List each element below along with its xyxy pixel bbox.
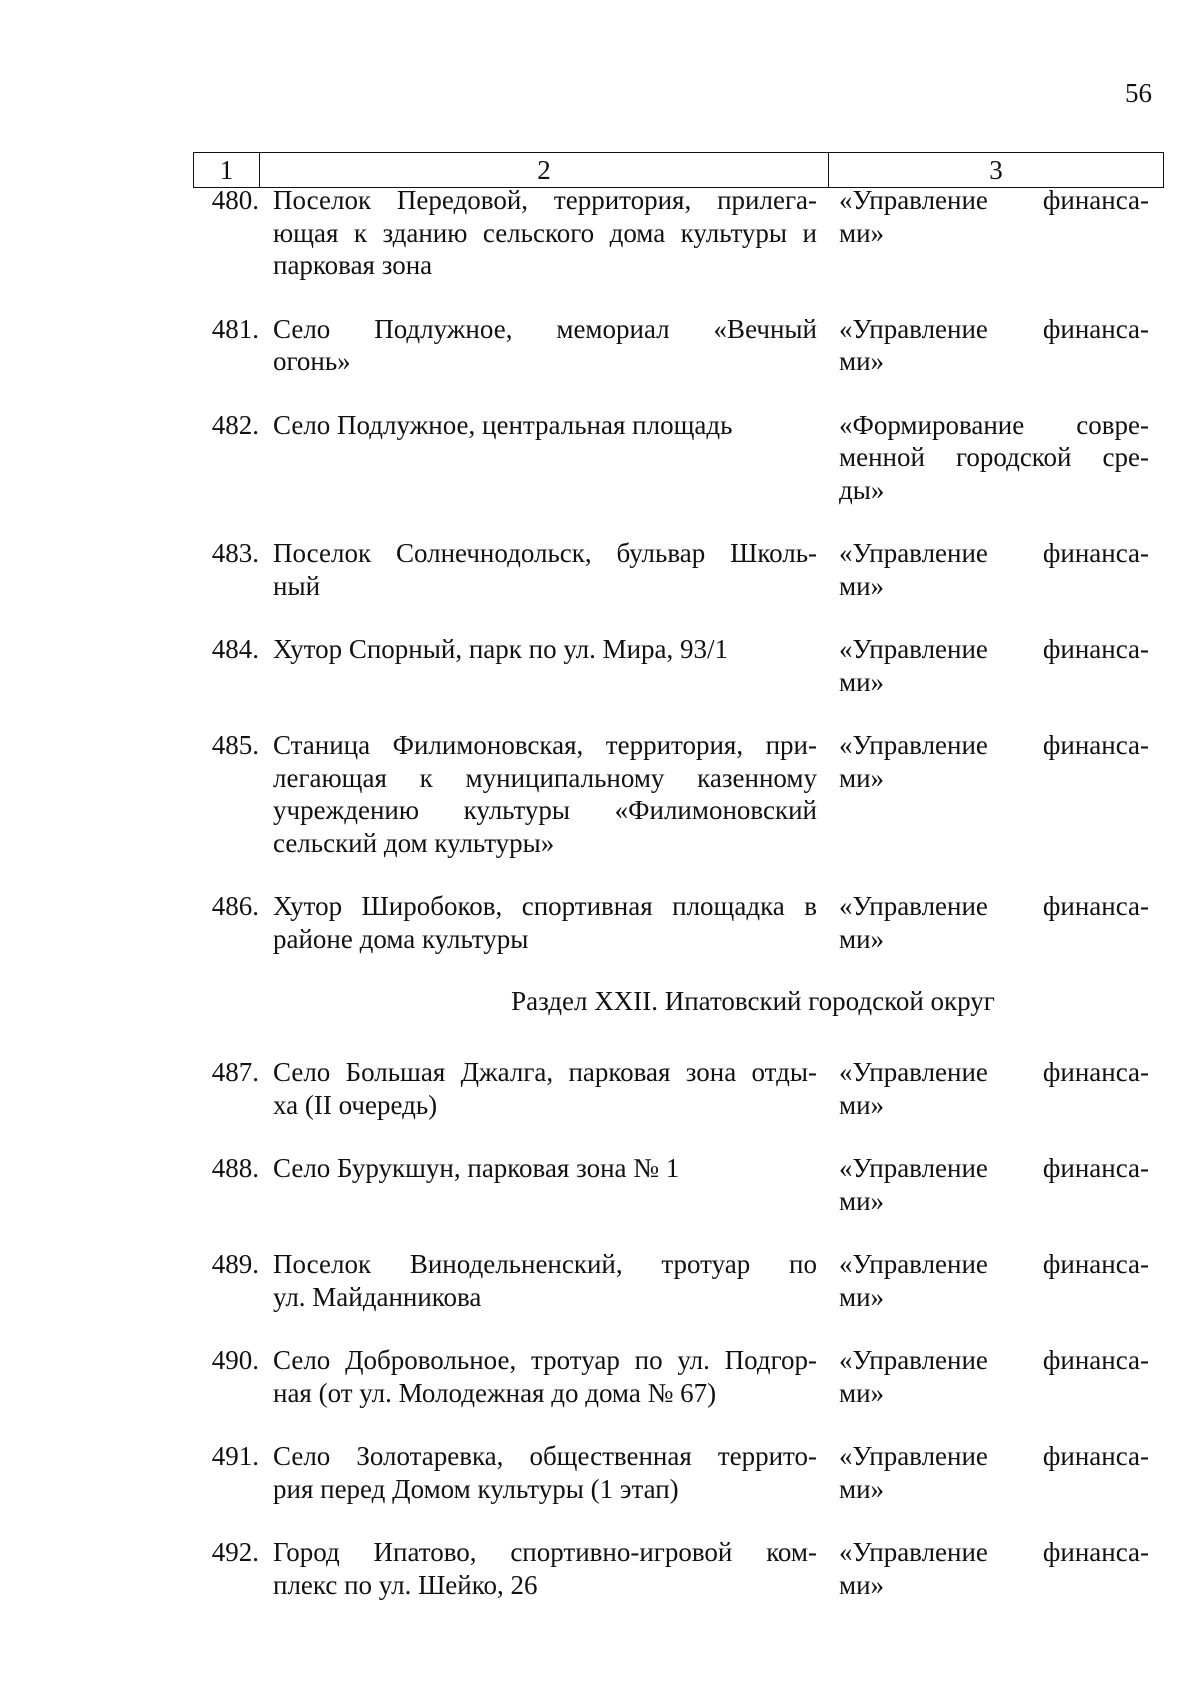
description-line: огонь» xyxy=(273,346,351,376)
rows-section-a xyxy=(193,184,1163,955)
program-line: «Управление финанса- xyxy=(839,1153,1149,1183)
program-line: «Управление финанса- xyxy=(839,1057,1149,1087)
program-line: «Управление финанса- xyxy=(839,891,1149,921)
row-description xyxy=(273,184,817,282)
row-description xyxy=(273,1440,817,1505)
row-number: 488. xyxy=(211,1153,259,1183)
table-row xyxy=(193,313,1163,378)
table-row xyxy=(193,890,1163,955)
program-line: ми» xyxy=(839,1569,885,1600)
program-line: ми» xyxy=(839,666,885,697)
column-header-table xyxy=(193,152,1164,188)
program-line: ми» xyxy=(839,570,885,601)
row-number: 492. xyxy=(211,1537,259,1567)
row-program xyxy=(839,633,1149,698)
row-program xyxy=(839,1152,1149,1217)
program-line: «Управление финанса- xyxy=(839,634,1149,664)
row-description xyxy=(273,1248,817,1313)
row-program xyxy=(839,1248,1149,1313)
program-line: менной городской сре- xyxy=(839,442,1149,472)
table-row xyxy=(193,537,1163,602)
rows-section-b xyxy=(193,1056,1163,1601)
program-line: «Формирование совре- xyxy=(839,409,1149,440)
description-line: Хутор Широбоков, спортивная площадка в xyxy=(273,891,817,921)
program-line: ми» xyxy=(839,1281,885,1312)
program-line: ми» xyxy=(839,1473,885,1504)
table-row xyxy=(193,633,1163,698)
program-line: ми» xyxy=(839,346,885,376)
row-description xyxy=(273,1344,817,1409)
row-number: 484. xyxy=(211,634,259,664)
program-line: ми» xyxy=(839,923,885,954)
description-line: Село Подлужное, центральная площадь xyxy=(273,409,733,440)
column-header-1: 1 xyxy=(194,153,260,188)
program-line: «Управление финанса- xyxy=(839,1441,1149,1471)
description-line: Станица Филимоновская, территория, при- xyxy=(273,730,817,760)
description-line: ющая к зданию сельского дома культуры и xyxy=(273,217,817,248)
table-row xyxy=(193,1440,1163,1505)
row-description xyxy=(273,890,817,955)
row-description xyxy=(273,537,817,602)
description-line: рия перед Домом культуры (1 этап) xyxy=(273,1473,679,1504)
row-number: 482. xyxy=(211,409,259,440)
row-description xyxy=(273,633,817,666)
program-line: ми» xyxy=(839,217,885,248)
row-number: 489. xyxy=(211,1249,259,1279)
description-line: парковая зона xyxy=(273,250,433,280)
row-program xyxy=(839,1056,1149,1121)
program-line: «Управление финанса- xyxy=(839,313,1149,344)
row-description xyxy=(273,1536,817,1601)
section-title: Раздел XXII. Ипатовский городской округ xyxy=(511,986,995,1016)
program-line: «Управление финанса- xyxy=(839,1249,1149,1279)
table-row xyxy=(193,729,1163,859)
row-number: 491. xyxy=(211,1441,259,1471)
table-row xyxy=(193,1056,1163,1121)
column-header-3: 3 xyxy=(829,153,1164,188)
table-row xyxy=(193,1344,1163,1409)
row-program xyxy=(839,184,1149,249)
description-line: Село Бурукшун, парковая зона № 1 xyxy=(273,1153,680,1183)
program-line: «Управление финанса- xyxy=(839,185,1149,215)
row-number: 486. xyxy=(211,891,259,921)
description-line: ул. Майданникова xyxy=(273,1281,482,1312)
row-program xyxy=(839,729,1149,794)
row-program xyxy=(839,1536,1149,1601)
description-line: ный xyxy=(273,570,321,601)
row-description xyxy=(273,729,817,859)
row-number: 490. xyxy=(211,1345,259,1375)
description-line: Село Золотаревка, общественная террито- xyxy=(273,1441,817,1471)
description-line: Поселок Винодельненский, тротуар по xyxy=(273,1249,817,1279)
table-row xyxy=(193,409,1163,507)
description-line: сельский дом культуры» xyxy=(273,827,555,858)
column-header-row xyxy=(194,153,1164,188)
row-program xyxy=(839,537,1149,602)
program-line: ми» xyxy=(839,1185,885,1216)
row-description xyxy=(273,313,817,378)
column-header-2: 2 xyxy=(260,153,829,188)
description-line: Село Добровольное, тротуар по ул. Подгор- xyxy=(273,1345,817,1375)
row-description xyxy=(273,409,817,442)
description-line: Поселок Передовой, территория, прилега- xyxy=(273,185,817,215)
row-program xyxy=(839,1440,1149,1505)
row-number: 487. xyxy=(211,1057,259,1087)
row-number: 481. xyxy=(211,313,259,344)
table-row xyxy=(193,1248,1163,1313)
program-line: «Управление финанса- xyxy=(839,1537,1149,1567)
table-row xyxy=(193,184,1163,282)
table-row xyxy=(193,1152,1163,1217)
table-body xyxy=(193,184,1163,1632)
description-line: Село Большая Джалга, парковая зона отды- xyxy=(273,1057,817,1087)
program-line: «Управление финанса- xyxy=(839,1345,1149,1375)
row-program xyxy=(839,890,1149,955)
description-line: легающая к муниципальному казенному xyxy=(273,762,817,793)
page-number: 56 xyxy=(1125,78,1152,108)
description-line: районе дома культуры xyxy=(273,923,529,954)
row-program xyxy=(839,409,1149,507)
program-line: ми» xyxy=(839,762,885,793)
row-program xyxy=(839,1344,1149,1409)
row-number: 480. xyxy=(211,185,259,215)
program-line: ми» xyxy=(839,1377,885,1408)
description-line: ха (II очередь) xyxy=(273,1089,438,1120)
description-line: Хутор Спорный, парк по ул. Мира, 93/1 xyxy=(273,634,729,664)
program-line: ды» xyxy=(839,474,885,505)
description-line: ная (от ул. Молодежная до дома № 67) xyxy=(273,1377,717,1408)
description-line: Поселок Солнечнодольск, бульвар Школь- xyxy=(273,538,817,568)
row-description xyxy=(273,1056,817,1121)
table-row xyxy=(193,1536,1163,1601)
program-line: «Управление финанса- xyxy=(839,538,1149,568)
description-line: учреждению культуры «Филимоновский xyxy=(273,795,817,825)
description-line: Город Ипатово, спортивно-игровой ком- xyxy=(273,1537,817,1567)
program-line: «Управление финанса- xyxy=(839,730,1149,760)
row-number: 483. xyxy=(211,538,259,568)
description-line: Село Подлужное, мемориал «Вечный xyxy=(273,313,817,344)
row-number: 485. xyxy=(211,730,259,760)
program-line: ми» xyxy=(839,1089,885,1120)
row-program xyxy=(839,313,1149,378)
description-line: плекс по ул. Шейко, 26 xyxy=(273,1569,538,1600)
row-description xyxy=(273,1152,817,1185)
